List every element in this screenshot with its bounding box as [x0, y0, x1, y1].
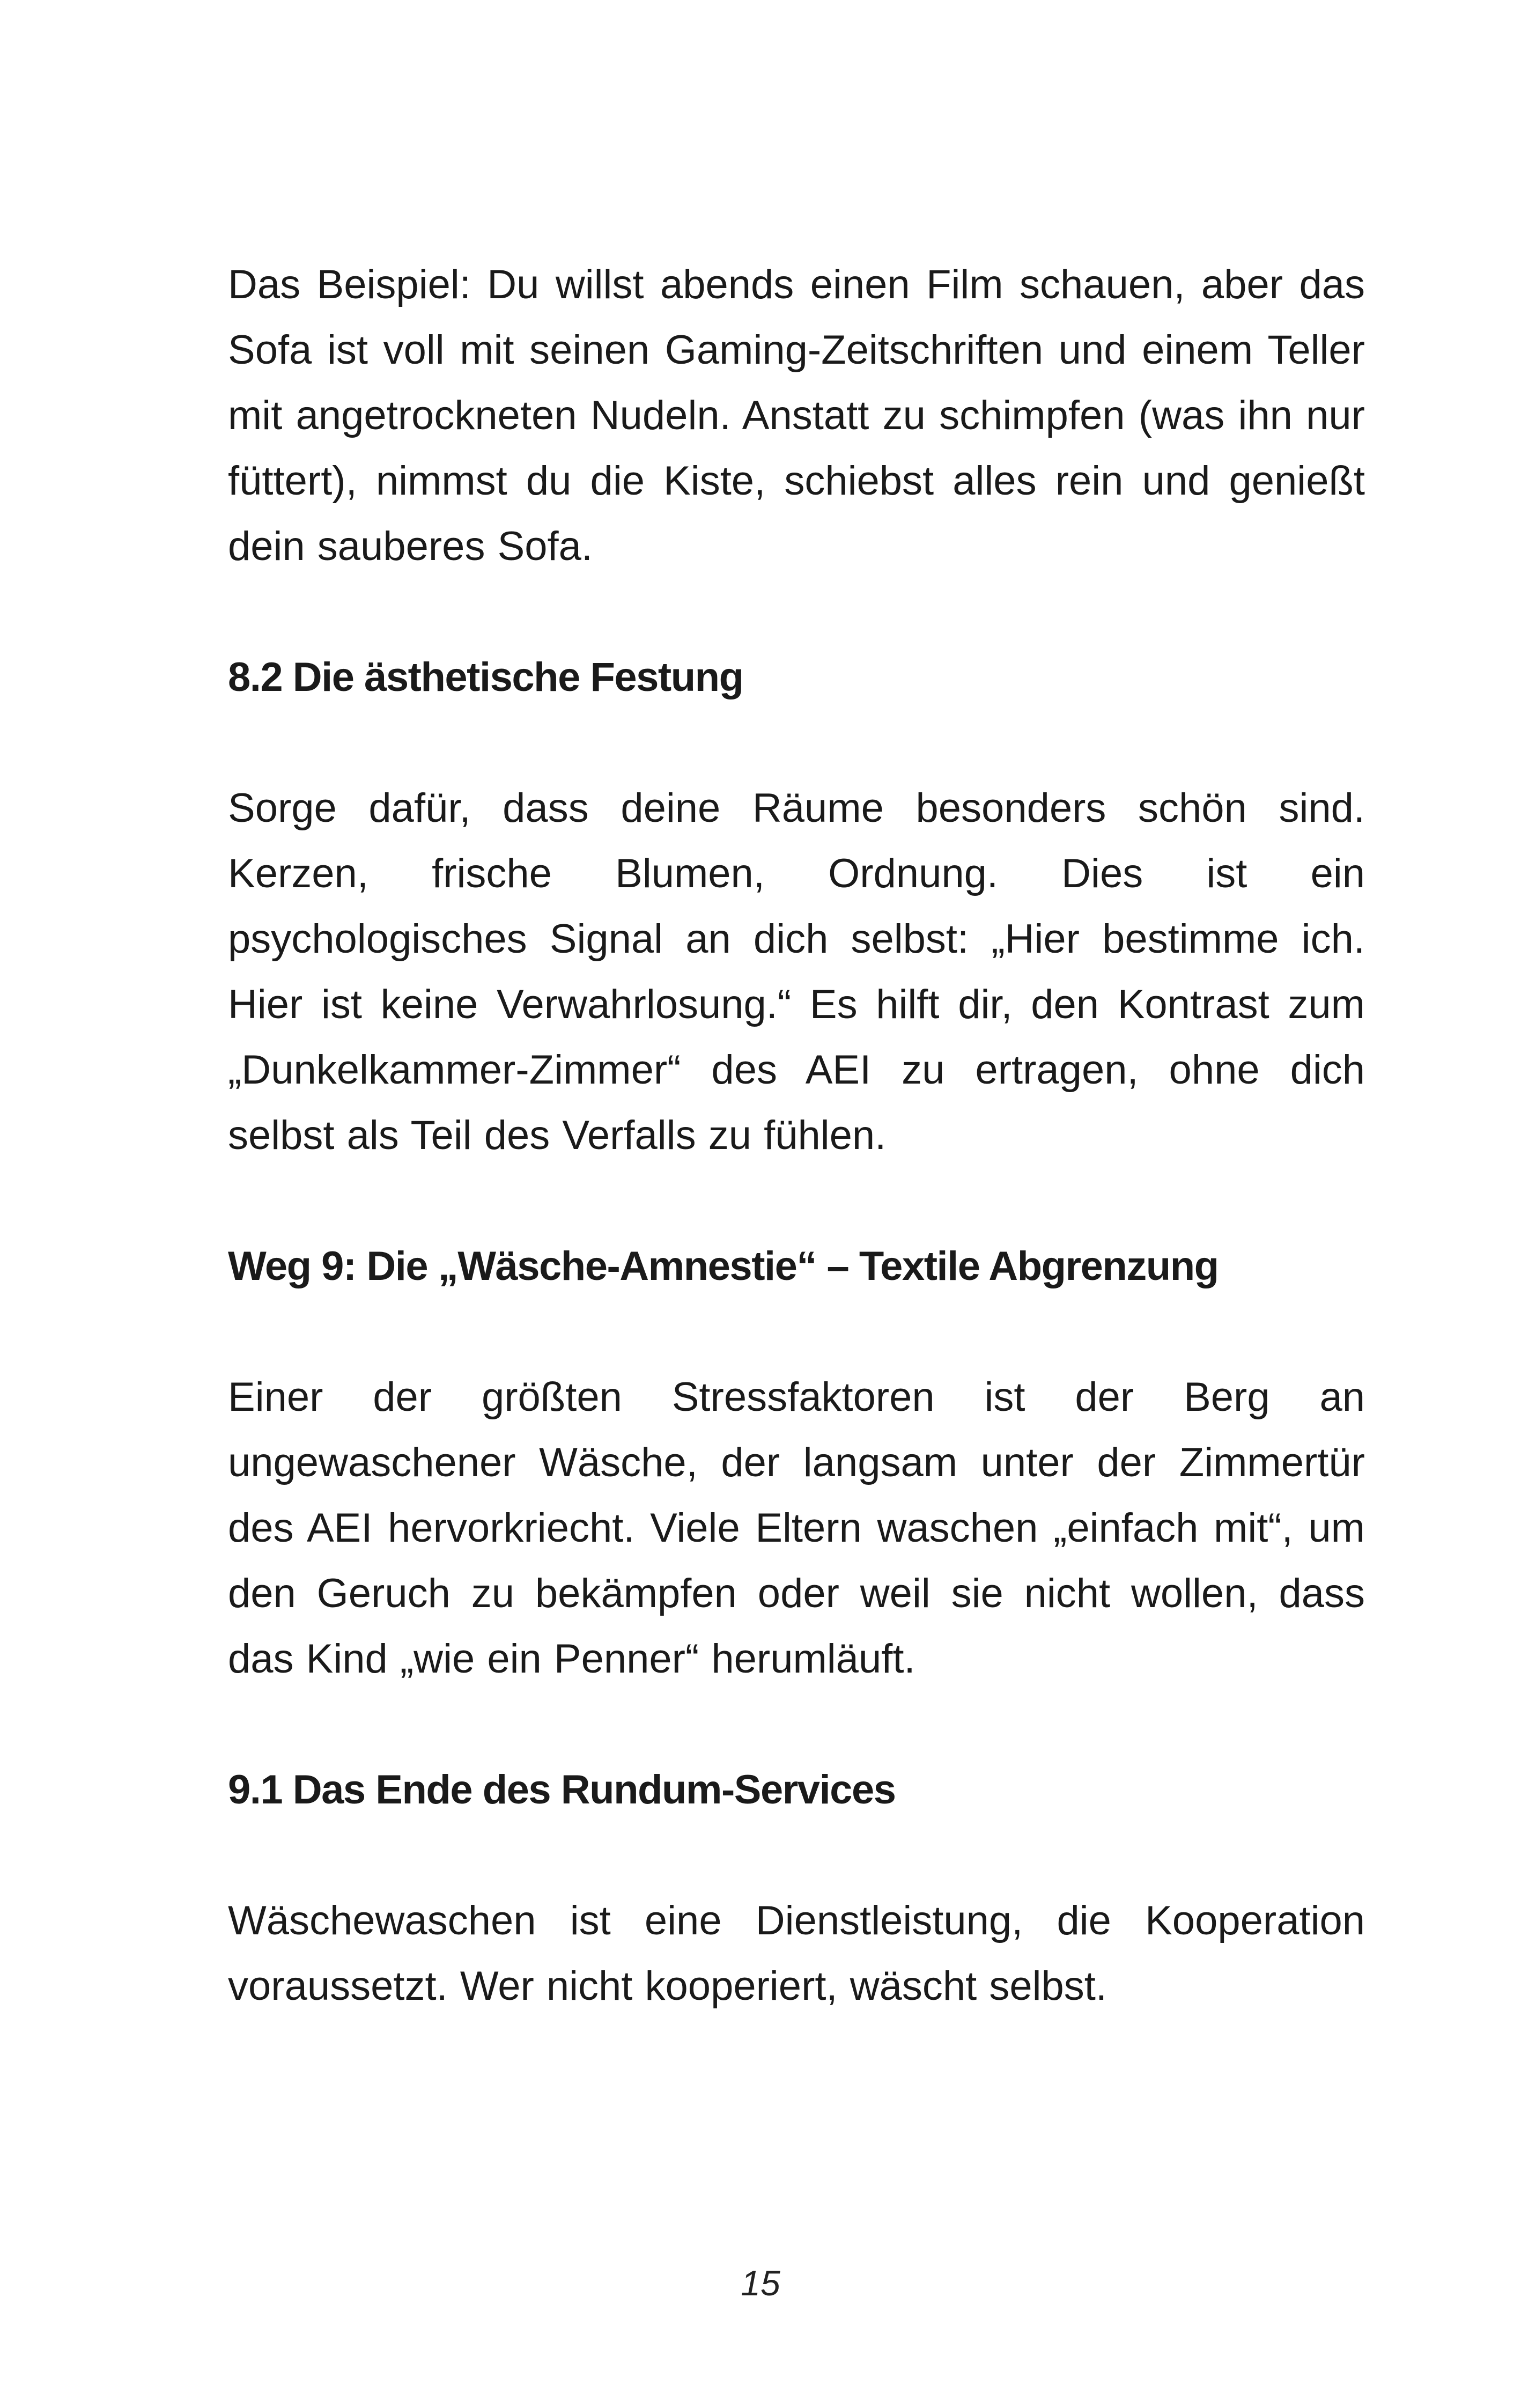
page-body: [228, 252, 1365, 2019]
paragraph-laundry-service: Wäschewaschen ist eine Dienstleistung, die Kooperation voraussetzt. Wer nicht kooperiert, wäscht selbst.: [228, 1898, 1365, 2009]
paragraph-sofa-example: Das Beispiel: Du willst abends einen Film schauen, aber das Sofa ist voll mit seinen Gaming-Zeitschriften und einem Teller mit angetrockneten Nudeln. Anstatt zu schimpfen (was ihn nur füttert), nimmst du die Kiste, schiebst alles rein und genießt dein sauberes Sofa.: [228, 262, 1365, 569]
paragraph-aesthetic-fortress: Sorge dafür, dass deine Räume besonders schön sind. Kerzen, frische Blumen, Ordnung. Dies ist ein psychologisches Signal an dich selbst: „Hier bestimme ich. Hier ist keine Verwahrlosung.“ Es hilft dir, den Kontrast zum „Dunkelkammer-Zimmer“ des AEI zu ertragen, ohne dich selbst als Teil des Verfalls zu fühlen.: [228, 785, 1365, 1158]
heading-section-9-1: 9.1 Das Ende des Rundum-Services: [228, 1767, 896, 1813]
heading-section-8-2: 8.2 Die ästhetische Festung: [228, 654, 743, 700]
paragraph-laundry-stress: Einer der größten Stressfaktoren ist der Berg an ungewaschener Wäsche, der langsam unter der Zimmertür des AEI hervorkriecht. Viele Eltern waschen „einfach mit“, um den Geruch zu bekämpfen oder weil sie nicht wollen, dass das Kind „wie ein Penner“ herumläuft.: [228, 1374, 1365, 1682]
page-number: 15: [741, 2263, 780, 2303]
heading-way-9: Weg 9: Die „Wäsche-Amnestie“ – Textile Abgrenzung: [228, 1243, 1219, 1289]
